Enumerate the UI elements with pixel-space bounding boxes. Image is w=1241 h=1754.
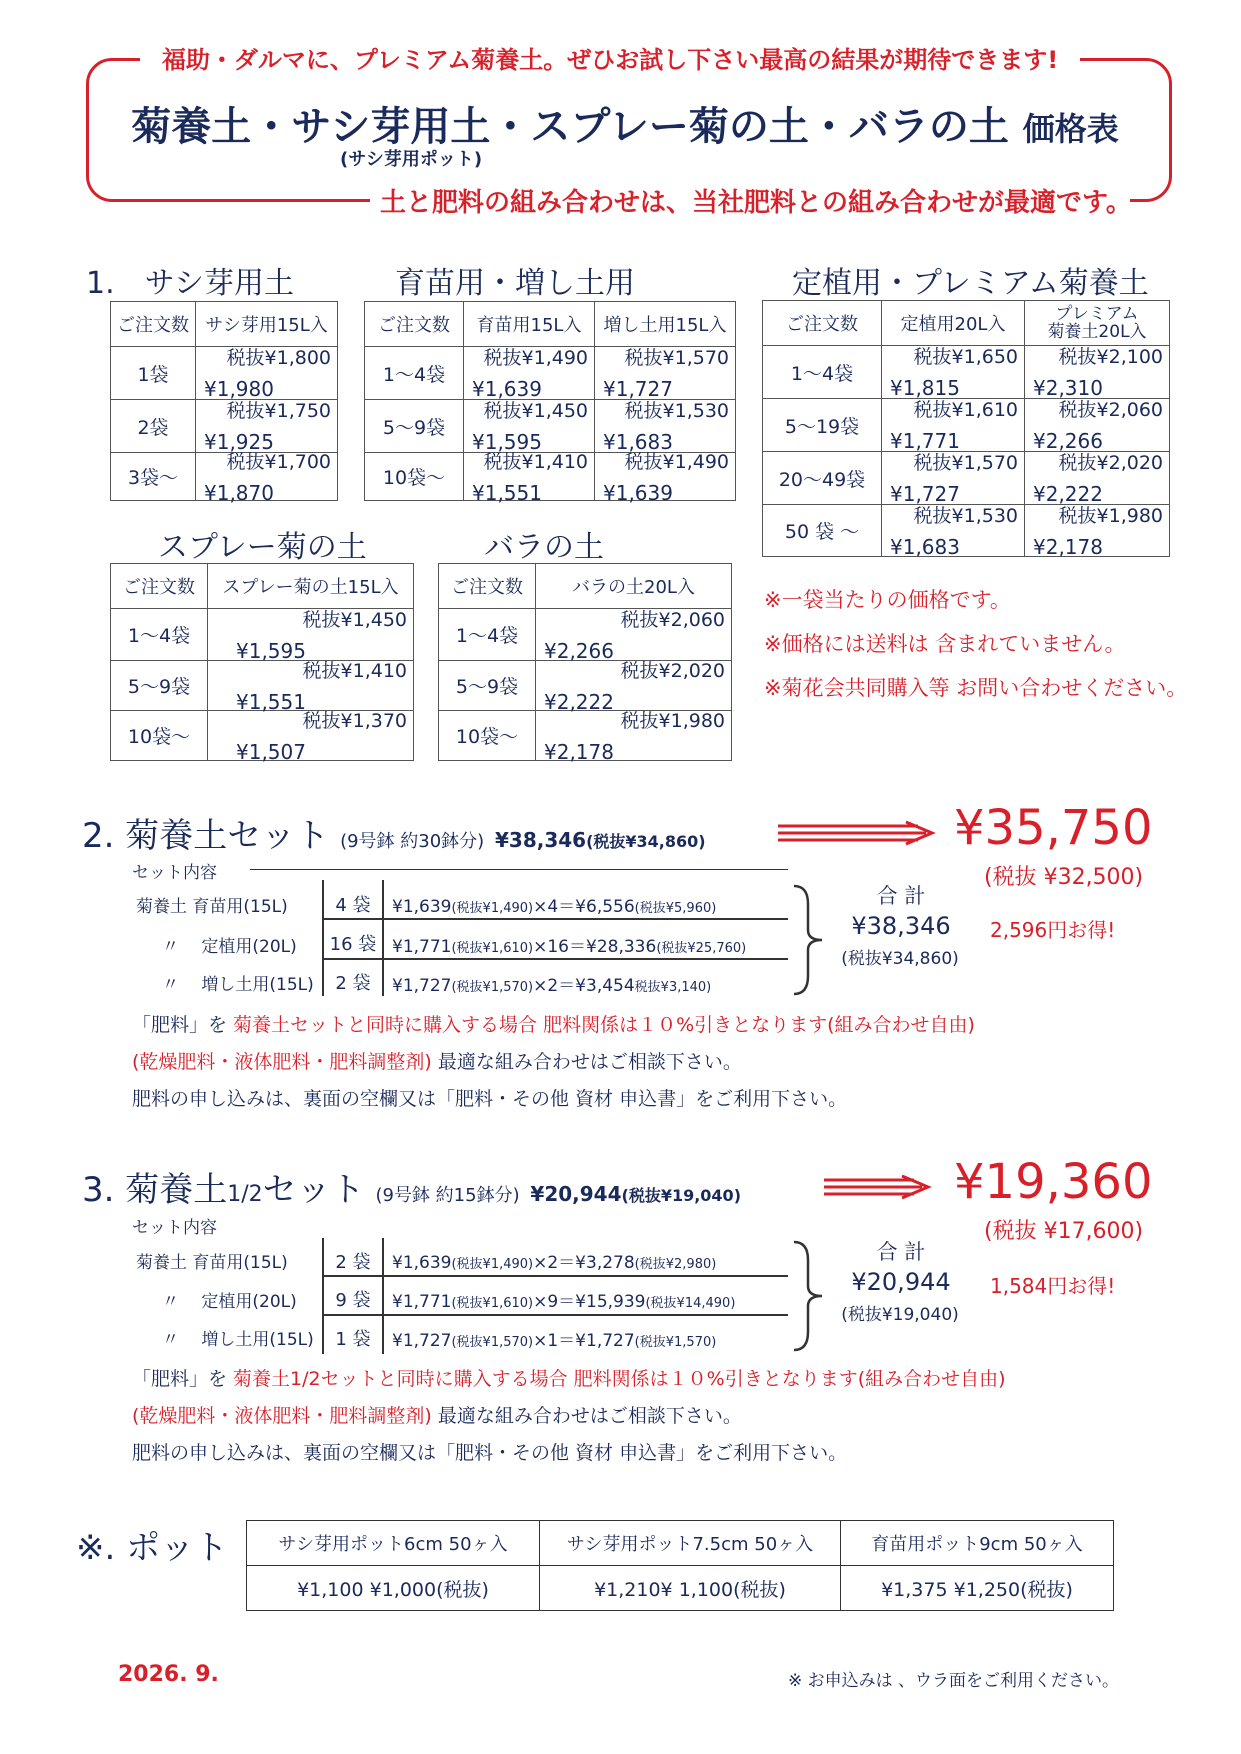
price: ¥2,266 — [1033, 429, 1103, 453]
set3-fraction: 1/2 — [227, 1182, 263, 1207]
set2-item-calc — [392, 932, 746, 957]
price: ¥2,178 — [1033, 534, 1103, 559]
set3-list-price: ¥20,944 — [530, 1182, 622, 1206]
table-header: サシ芽用ポット7.5cm 50ヶ入 — [540, 1521, 841, 1566]
section1-heading: 1. サシ芽用土 — [86, 266, 295, 301]
brace-icon — [792, 884, 828, 996]
price: ¥2,222 — [544, 689, 614, 714]
calc-price-tax: (税抜¥1,570) — [451, 980, 534, 995]
set3-deal-price: ¥19,360 — [954, 1154, 1153, 1210]
header-top-banner: 福助・ダルマに、プレミアム菊養土。ぜひお試し下さい最高の結果が期待できます! — [140, 40, 1080, 75]
fert-types: (乾燥肥料・液体肥料・肥料調整剤) — [132, 1405, 432, 1427]
table-header: ご注文数 — [365, 302, 464, 347]
table-header-premium — [1025, 301, 1170, 346]
table-header: ご注文数 — [111, 564, 208, 609]
table-row — [439, 609, 732, 661]
table-row — [763, 505, 1170, 557]
quantity-cell: 50 袋 ～ — [763, 505, 882, 557]
quantity-cell: 2袋 — [111, 400, 196, 453]
arrow-right-icon — [824, 1174, 934, 1200]
quantity-cell: 1～4袋 — [439, 609, 536, 661]
rose-soil-table — [438, 563, 732, 764]
set2-title: 2. 菊養土セット — [82, 816, 330, 856]
calc-price: ¥1,771 — [392, 937, 452, 957]
calc-subtotal-tax: 税抜¥3,140) — [634, 980, 712, 995]
header-bottom-banner: 土と肥料の組み合わせは、当社肥料との組み合わせが最適です。 — [370, 182, 1130, 219]
calc-price: ¥1,639 — [392, 897, 452, 917]
price-excl-tax: 税抜¥2,100 — [1058, 346, 1163, 368]
fert-lead: 「肥料」を — [132, 1368, 234, 1390]
calc-subtotal-tax: (税抜¥14,490) — [645, 1296, 736, 1311]
set3-savings: 1,584円お得! — [990, 1274, 1116, 1298]
fert-discount: 菊養土1/2セットと同時に購入する場合 肥料関係は１０%引きとなります(組み合わせ自由) — [233, 1368, 1006, 1390]
set3-list-price-tax: (税抜¥19,040) — [621, 1186, 742, 1205]
price-excl-tax: 税抜¥1,610 — [913, 399, 1018, 421]
calc-price-tax: (税抜¥1,570) — [451, 1335, 534, 1350]
fert-discount: 菊養土セットと同時に購入する場合 肥料関係は１０%引きとなります(組み合わせ自由) — [233, 1014, 975, 1036]
quantity-cell: 10袋～ — [439, 711, 536, 761]
set3-item-count: 1 袋 — [335, 1329, 371, 1350]
page-title-main: 菊養土・サシ芽用土・スプレー菊の土・バラの土 — [131, 104, 1009, 150]
calc-price-tax: (税抜¥1,610) — [451, 1296, 534, 1311]
calc-subtotal-tax: (税抜¥5,960) — [634, 901, 717, 916]
divider — [382, 880, 384, 996]
price-excl-tax: 税抜¥1,490 — [483, 347, 588, 369]
set3-deal-price-tax: (税抜 ¥17,600) — [984, 1219, 1144, 1244]
set3-heading — [82, 1162, 741, 1211]
note-group-purchase: ※菊花会共同購入等 お問い合わせください。 — [764, 676, 1188, 700]
calc-subtotal-tax: (税抜¥1,570) — [634, 1335, 717, 1350]
issue-date: 2026. 9. — [118, 1662, 219, 1687]
table-row — [763, 452, 1170, 505]
set3-title: 3. 菊養土 — [82, 1170, 228, 1210]
set3-contents-label: セット内容 — [132, 1218, 217, 1238]
price-excl-tax: 税抜¥1,750 — [226, 400, 331, 422]
set3-item-name: 菊養土 育苗用(15L) — [136, 1253, 288, 1273]
price: ¥1,595 — [236, 638, 306, 663]
cutting-soil-table — [110, 301, 338, 505]
table-header: サシ芽用ポット6cm 50ヶ入 — [247, 1521, 540, 1566]
price-excl-tax: 税抜¥1,570 — [624, 347, 729, 369]
pot-price: ¥1,375 ¥1,250(税抜) — [841, 1566, 1114, 1611]
pot-table — [246, 1520, 1114, 1611]
set3-total: ¥20,944 — [851, 1268, 951, 1296]
set3-fertilizer-line3: 肥料の申し込みは、裏面の空欄又は「肥料・その他 資材 申込書」をご利用下さい。 — [132, 1442, 848, 1464]
table-header: サシ芽用15L入 — [196, 302, 338, 347]
price: ¥1,639 — [472, 377, 542, 401]
premium-header-line1: プレミアム — [1055, 304, 1139, 324]
table-header: 育苗用ポット9cm 50ヶ入 — [841, 1521, 1114, 1566]
table-row — [111, 609, 414, 661]
divider — [322, 1314, 788, 1316]
set2-fertilizer-line1 — [132, 1010, 975, 1037]
price: ¥1,925 — [204, 430, 274, 454]
nursery-soil-table — [364, 301, 736, 505]
page-title — [100, 95, 1150, 152]
footer-note: ※ お申込みは 、ウラ面をご利用ください。 — [788, 1671, 1120, 1691]
set2-item-name: 〃 定植用(20L) — [162, 937, 297, 957]
price: ¥1,815 — [890, 376, 960, 400]
price-excl-tax: 税抜¥1,800 — [226, 347, 331, 369]
quantity-cell: 10袋～ — [111, 711, 208, 761]
fert-consult: 最適な組み合わせはご相談下さい。 — [431, 1405, 742, 1427]
set2-fertilizer-line3: 肥料の申し込みは、裏面の空欄又は「肥料・その他 資材 申込書」をご利用下さい。 — [132, 1088, 848, 1110]
calc-subtotal: ×16＝¥28,336 — [533, 937, 657, 957]
table-row — [111, 347, 338, 400]
nursery-heading: 育苗用・増し土用 — [395, 266, 635, 301]
price: ¥1,683 — [890, 534, 960, 559]
price-excl-tax: 税抜¥1,490 — [624, 450, 729, 473]
price-excl-tax: 税抜¥1,450 — [483, 400, 588, 422]
spray-heading: スプレー菊の土 — [158, 530, 367, 565]
price-excl-tax: 税抜¥1,370 — [302, 709, 407, 732]
note-per-bag: ※一袋当たりの価格です。 — [764, 588, 1011, 612]
price: ¥2,178 — [544, 739, 614, 764]
quantity-cell: 1～4袋 — [111, 609, 208, 661]
set2-total: ¥38,346 — [851, 912, 951, 940]
table-header: 定植用20L入 — [882, 301, 1025, 346]
calc-price: ¥1,727 — [392, 1331, 452, 1351]
calc-price: ¥1,639 — [392, 1253, 452, 1273]
arrow-right-icon — [778, 820, 938, 846]
table-header: ご注文数 — [111, 302, 196, 347]
price: ¥1,727 — [603, 377, 673, 401]
calc-price-tax: (税抜¥1,490) — [451, 901, 534, 916]
quantity-cell: 10袋～ — [365, 453, 464, 501]
quantity-cell: 5～9袋 — [111, 661, 208, 711]
set2-deal-price: ¥35,750 — [954, 800, 1153, 856]
set2-heading — [82, 808, 706, 857]
price: ¥2,222 — [1033, 482, 1103, 506]
table-row — [763, 399, 1170, 452]
set2-detail: (9号鉢 約30鉢分) — [340, 831, 485, 852]
divider — [382, 1238, 384, 1354]
set3-detail: (9号鉢 約15鉢分) — [375, 1185, 520, 1206]
set2-total-tax: (税抜¥34,860) — [841, 949, 959, 969]
set2-total-label: 合 計 — [876, 884, 926, 908]
planting-heading: 定植用・プレミアム菊養土 — [792, 266, 1149, 301]
page-title-suffix: 価格表 — [1022, 110, 1119, 148]
table-row — [111, 661, 414, 711]
price: ¥1,683 — [603, 430, 673, 454]
price-excl-tax: 税抜¥1,570 — [913, 452, 1018, 474]
quantity-cell: 1～4袋 — [365, 347, 464, 400]
price: ¥2,310 — [1033, 376, 1103, 400]
calc-subtotal: ×4＝¥6,556 — [533, 897, 635, 917]
price-excl-tax: 税抜¥2,060 — [1058, 399, 1163, 421]
price-excl-tax: 税抜¥1,980 — [620, 709, 725, 732]
premium-header-line2: 菊養土20L入 — [1047, 322, 1147, 342]
divider — [322, 1275, 788, 1277]
price: ¥1,870 — [204, 480, 274, 505]
price-excl-tax: 税抜¥1,410 — [483, 450, 588, 473]
calc-price: ¥1,771 — [392, 1292, 452, 1312]
quantity-cell: 1～4袋 — [763, 346, 882, 399]
set2-item-name: 菊養土 育苗用(15L) — [136, 897, 288, 917]
pot-price: ¥1,210¥ 1,100(税抜) — [540, 1566, 841, 1611]
price-excl-tax: 税抜¥1,650 — [913, 346, 1018, 368]
set3-item-calc — [392, 1326, 716, 1351]
table-row — [111, 453, 338, 501]
set3-total-tax: (税抜¥19,040) — [841, 1305, 959, 1325]
set2-contents-label: セット内容 — [132, 863, 217, 883]
price-excl-tax: 税抜¥1,530 — [913, 504, 1018, 527]
set3-item-count: 9 袋 — [335, 1290, 371, 1311]
brace-icon — [792, 1240, 828, 1352]
set3-title-suffix: セット — [262, 1170, 365, 1210]
set2-item-count: 2 袋 — [335, 973, 371, 994]
table-row — [439, 711, 732, 761]
table-header: スプレー菊の土15L入 — [208, 564, 414, 609]
table-header: ご注文数 — [763, 301, 882, 346]
table-row — [111, 711, 414, 761]
price-excl-tax: 税抜¥1,980 — [1058, 504, 1163, 527]
price: ¥1,551 — [472, 480, 542, 505]
set2-fertilizer-line2 — [132, 1047, 742, 1074]
set2-item-calc — [392, 971, 711, 996]
set3-total-label: 合 計 — [876, 1240, 926, 1264]
price-excl-tax: 税抜¥1,410 — [302, 659, 407, 682]
table-header: 育苗用15L入 — [464, 302, 595, 347]
quantity-cell: 1袋 — [111, 347, 196, 400]
table-header: バラの土20L入 — [536, 564, 732, 609]
table-header: 増し土用15L入 — [595, 302, 736, 347]
set2-item-calc — [392, 892, 716, 917]
table-row — [763, 346, 1170, 399]
set3-item-calc — [392, 1287, 735, 1312]
planting-soil-table — [762, 300, 1170, 557]
calc-subtotal: ×1＝¥1,727 — [533, 1331, 635, 1351]
calc-subtotal-tax: (税抜¥2,980) — [634, 1257, 717, 1272]
calc-subtotal: ×2＝¥3,454 — [533, 976, 635, 996]
set2-item-count: 4 袋 — [335, 895, 371, 916]
quantity-cell: 5～9袋 — [439, 661, 536, 711]
fert-consult: 最適な組み合わせはご相談下さい。 — [431, 1051, 742, 1073]
set3-item-count: 2 袋 — [335, 1252, 371, 1273]
set2-list-price-tax: (税抜¥34,860) — [586, 832, 706, 851]
price: ¥1,771 — [890, 429, 960, 453]
price-excl-tax: 税抜¥1,530 — [624, 400, 729, 422]
rose-heading: バラの土 — [484, 530, 604, 565]
price: ¥1,639 — [603, 480, 673, 505]
page-subtitle: (サシ芽用ポット) — [340, 149, 483, 170]
set3-item-name: 〃 定植用(20L) — [162, 1292, 297, 1312]
set3-item-calc — [392, 1248, 716, 1273]
calc-price-tax: (税抜¥1,610) — [451, 941, 534, 956]
fert-types: (乾燥肥料・液体肥料・肥料調整剤) — [132, 1051, 432, 1073]
fert-lead: 「肥料」を — [132, 1014, 234, 1036]
set2-item-count: 16 袋 — [329, 934, 377, 955]
table-row — [365, 347, 736, 400]
price: ¥1,980 — [204, 377, 274, 401]
quantity-cell: 5～19袋 — [763, 399, 882, 452]
calc-subtotal: ×9＝¥15,939 — [533, 1292, 646, 1312]
price-excl-tax: 税抜¥1,450 — [302, 608, 407, 631]
pot-price: ¥1,100 ¥1,000(税抜) — [247, 1566, 540, 1611]
table-row — [365, 453, 736, 501]
calc-subtotal-tax: (税抜¥25,760) — [656, 941, 747, 956]
price: ¥1,507 — [236, 739, 306, 764]
set2-savings: 2,596円お得! — [990, 918, 1116, 942]
divider — [322, 958, 788, 960]
set2-deal-price-tax: (税抜 ¥32,500) — [984, 865, 1144, 890]
price: ¥1,727 — [890, 482, 960, 506]
price: ¥2,266 — [544, 638, 614, 663]
calc-price-tax: (税抜¥1,490) — [451, 1257, 534, 1272]
quantity-cell: 5～9袋 — [365, 400, 464, 453]
calc-price: ¥1,727 — [392, 976, 452, 996]
set2-item-name: 〃 増し土用(15L) — [162, 975, 314, 995]
pot-heading: ※. ポット — [76, 1528, 229, 1568]
divider — [250, 869, 788, 870]
set3-fertilizer-line1 — [132, 1364, 1006, 1391]
table-row — [111, 400, 338, 453]
price-excl-tax: 税抜¥2,020 — [1058, 452, 1163, 474]
quantity-cell: 20～49袋 — [763, 452, 882, 505]
divider — [322, 918, 788, 920]
set3-item-name: 〃 増し土用(15L) — [162, 1330, 314, 1350]
table-row — [365, 400, 736, 453]
price: ¥1,551 — [236, 689, 306, 714]
table-row — [439, 661, 732, 711]
price-excl-tax: 税抜¥2,060 — [620, 608, 725, 631]
price: ¥1,595 — [472, 430, 542, 454]
table-header: ご注文数 — [439, 564, 536, 609]
set2-list-price: ¥38,346 — [495, 828, 587, 852]
spray-soil-table — [110, 563, 414, 764]
calc-subtotal: ×2＝¥3,278 — [533, 1253, 635, 1273]
set3-fertilizer-line2 — [132, 1401, 742, 1428]
note-shipping: ※価格には送料は 含まれていません。 — [764, 632, 1126, 656]
price-excl-tax: 税抜¥2,020 — [620, 659, 725, 682]
quantity-cell: 3袋～ — [111, 453, 196, 501]
price-excl-tax: 税抜¥1,700 — [226, 450, 331, 473]
